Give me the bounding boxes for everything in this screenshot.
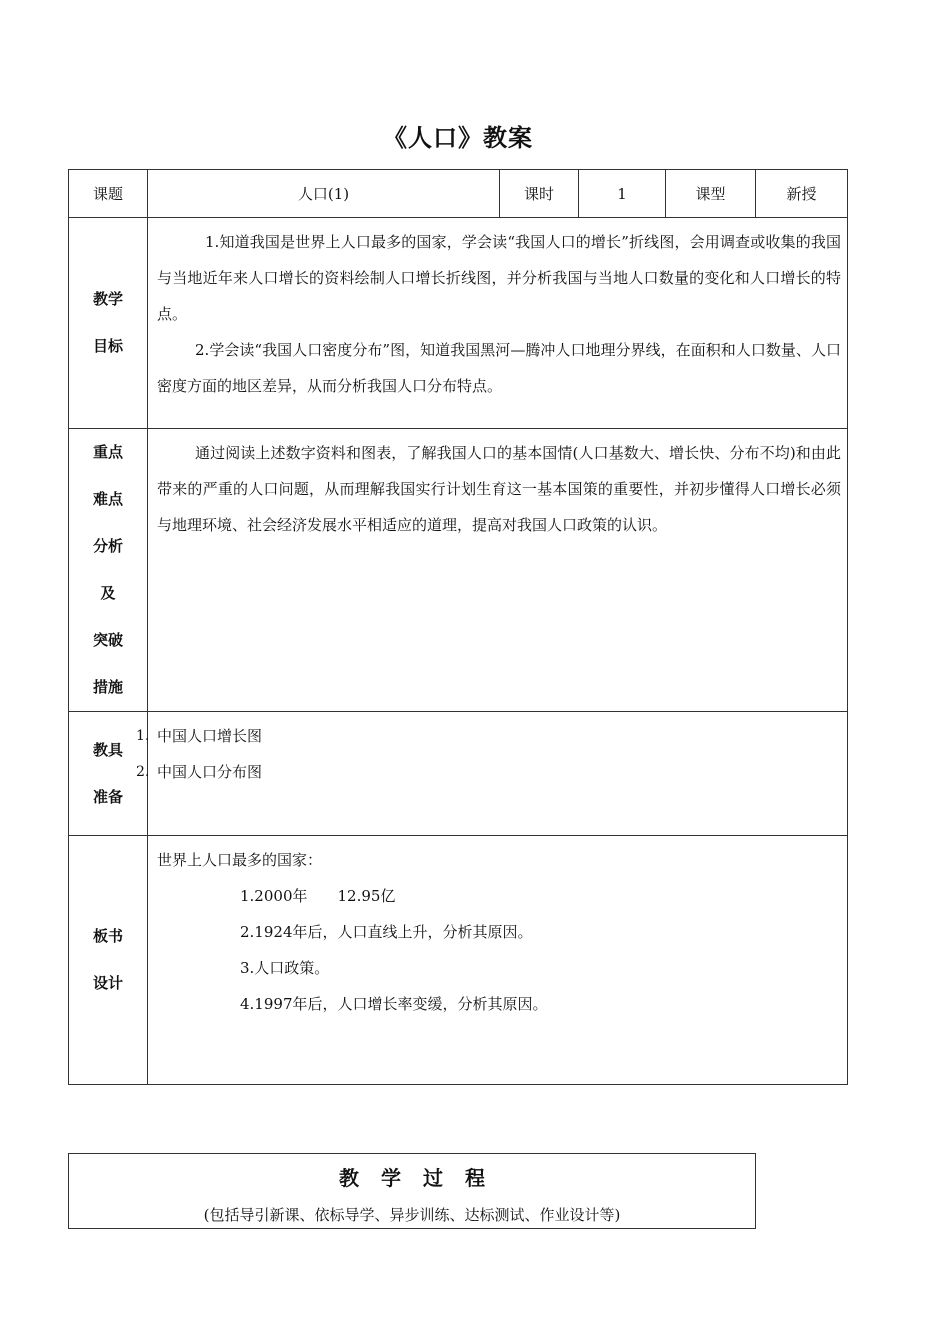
document-title: 《人口》教案 bbox=[383, 124, 533, 152]
topic-label: 课题 bbox=[69, 170, 148, 218]
board-line: 1.2000年 12.95亿 bbox=[240, 887, 396, 905]
tools-content bbox=[136, 712, 848, 836]
board-line: 3.人口政策。 bbox=[240, 959, 330, 977]
tool-item: 1. 中国人口增长图 bbox=[136, 727, 263, 745]
lesson-plan-table bbox=[68, 169, 848, 1085]
board-line: 2.1924年后，人口直线上升，分析其原因。 bbox=[240, 923, 533, 941]
board-label: 板书 设计 bbox=[69, 836, 148, 1085]
objective-1: 1.知道我国是世界上人口最多的国家，学会读“我国人口的增长”折线图，会用调查或收集的我国与当地近年来人口增长的资料绘制人口增长折线图，并分析我国与当地人口数量的变化和人口增长的特点。 bbox=[157, 233, 841, 323]
period-label: 课时 bbox=[500, 170, 579, 218]
tools-label: 教具 准备 bbox=[69, 712, 148, 836]
header-row bbox=[69, 170, 848, 218]
type-label: 课型 bbox=[666, 170, 756, 218]
teaching-process-title: 教学过程 bbox=[339, 1166, 507, 1190]
type-value: 新授 bbox=[756, 170, 848, 218]
board-line: 4.1997年后，人口增长率变缓，分析其原因。 bbox=[240, 995, 548, 1013]
objectives-content bbox=[148, 218, 848, 429]
objectives-label: 教学 目标 bbox=[69, 218, 148, 429]
key-points-row bbox=[69, 429, 848, 712]
teaching-process-box bbox=[68, 1153, 756, 1229]
objectives-row bbox=[69, 218, 848, 429]
topic-value: 人口(1) bbox=[148, 170, 500, 218]
tool-item: 2. 中国人口分布图 bbox=[136, 763, 263, 781]
teaching-process-subtitle: (包括导引新课、依标导学、异步训练、达标测试、作业设计等) bbox=[203, 1206, 621, 1224]
board-row bbox=[69, 836, 848, 1085]
objective-2: 2.学会读“我国人口密度分布”图，知道我国黑河—腾冲人口地理分界线，在面积和人口数量、人口密度方面的地区差异，从而分析我国人口分布特点。 bbox=[157, 341, 841, 395]
tools-row bbox=[69, 712, 848, 836]
period-value: 1 bbox=[579, 170, 666, 218]
key-points-label: 重点 难点 分析 及 突破 措施 bbox=[69, 429, 148, 712]
key-points-content bbox=[148, 429, 848, 712]
board-heading: 世界上人口最多的国家： bbox=[157, 851, 323, 869]
board-content bbox=[148, 836, 848, 1085]
key-points-text: 通过阅读上述数字资料和图表，了解我国人口的基本国情(人口基数大、增长快、分布不均)和由此带来的严重的人口问题，从而理解我国实行计划生育这一基本国策的重要性，并初步懂得人口增长必须与地理环境、社会经济发展水平相适应的道理，提高对我国人口政策的认识。 bbox=[157, 444, 841, 534]
